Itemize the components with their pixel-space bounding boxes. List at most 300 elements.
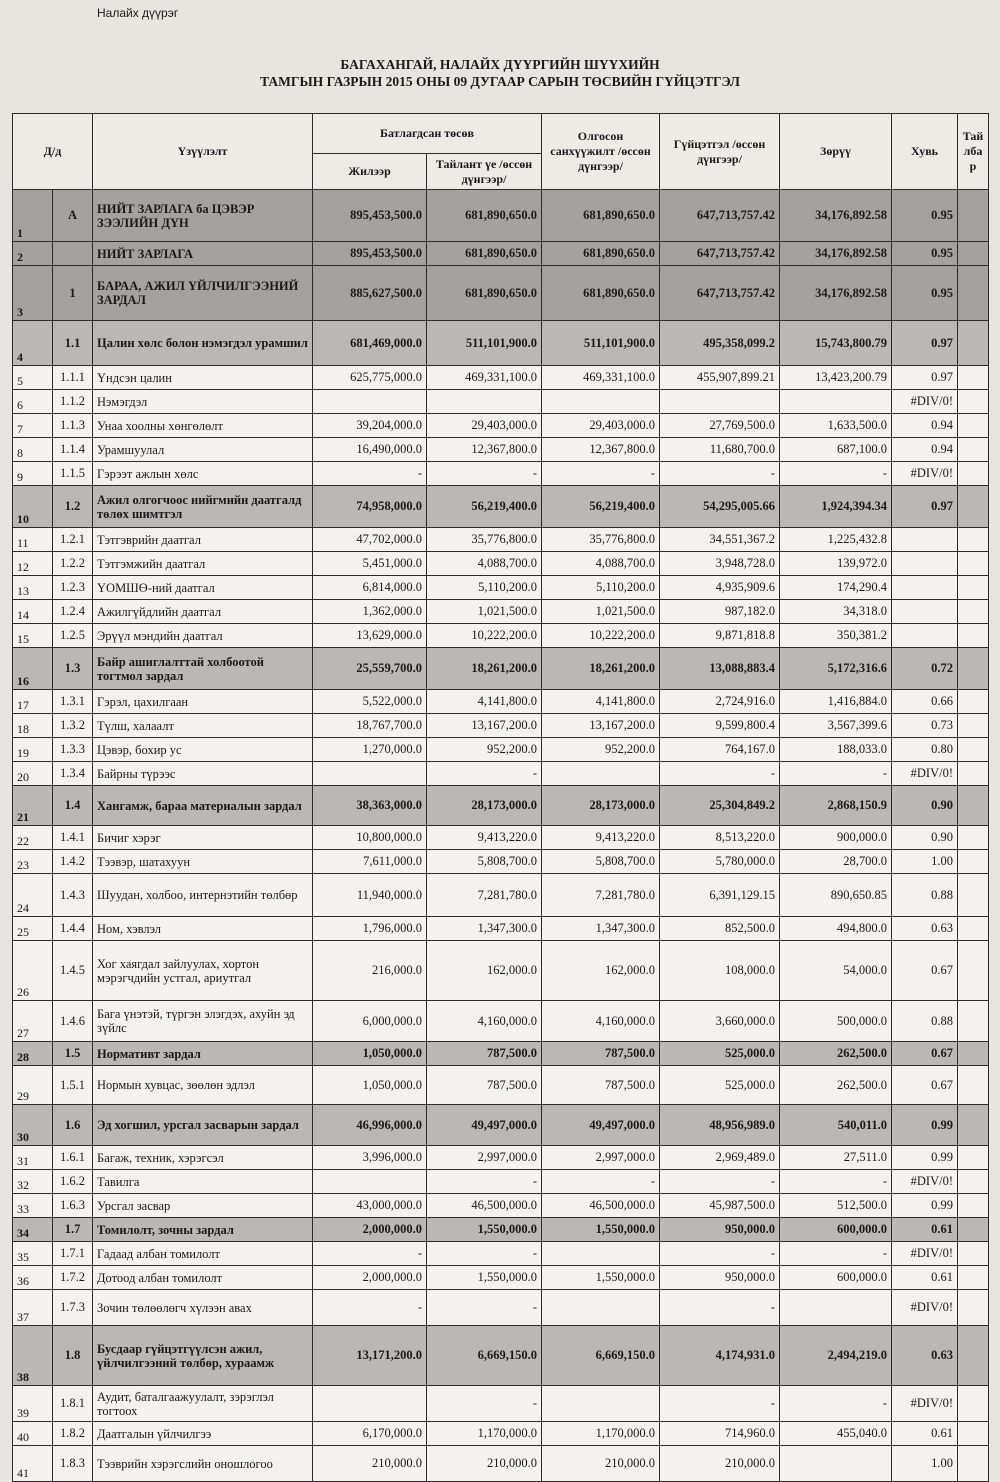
row-percent: 0.97 bbox=[892, 321, 958, 366]
row-note bbox=[958, 1105, 989, 1146]
row-annual: 5,451,000.0 bbox=[313, 552, 427, 576]
table-row bbox=[13, 690, 989, 714]
row-percent: 1.00 bbox=[892, 1446, 958, 1482]
row-note bbox=[958, 486, 989, 528]
row-annual: 1,270,000.0 bbox=[313, 738, 427, 762]
row-indicator: Хангамж, бараа материалын зардал bbox=[93, 786, 313, 826]
row-financed: 29,403,000.0 bbox=[542, 414, 660, 438]
row-indicator: Ажилгүйдлийн даатгал bbox=[93, 600, 313, 624]
row-number: 8 bbox=[13, 438, 53, 462]
row-report-period: 1,550,000.0 bbox=[427, 1218, 542, 1242]
row-annual bbox=[313, 1170, 427, 1194]
table-row bbox=[13, 1290, 989, 1326]
row-number: 6 bbox=[13, 390, 53, 414]
row-annual: 216,000.0 bbox=[313, 941, 427, 1001]
row-indicator: Нормативт зардал bbox=[93, 1042, 313, 1066]
row-code: 1.4.1 bbox=[53, 826, 93, 850]
row-performance: 495,358,099.2 bbox=[660, 321, 780, 366]
row-number: 27 bbox=[13, 1001, 53, 1042]
col-percent: Хувь bbox=[892, 114, 958, 190]
row-annual: - bbox=[313, 1242, 427, 1266]
col-note: Тай лба р bbox=[958, 114, 989, 190]
row-note bbox=[958, 1042, 989, 1066]
row-indicator: Даатгалын үйлчилгээ bbox=[93, 1422, 313, 1446]
row-financed bbox=[542, 762, 660, 786]
row-percent: 0.61 bbox=[892, 1422, 958, 1446]
row-report-period: 18,261,200.0 bbox=[427, 648, 542, 690]
row-code: 1.3 bbox=[53, 648, 93, 690]
row-report-period: 4,160,000.0 bbox=[427, 1001, 542, 1042]
row-number: 25 bbox=[13, 917, 53, 941]
row-performance: 647,713,757.42 bbox=[660, 266, 780, 321]
row-performance: 9,599,800.4 bbox=[660, 714, 780, 738]
row-indicator: Бага үнэтэй, түргэн элэгдэх, ахуйн эд зүйлс bbox=[93, 1001, 313, 1042]
row-note bbox=[958, 576, 989, 600]
row-difference: 1,924,394.34 bbox=[780, 486, 892, 528]
table-row bbox=[13, 600, 989, 624]
row-percent: 0.99 bbox=[892, 1105, 958, 1146]
row-note bbox=[958, 390, 989, 414]
row-number: 10 bbox=[13, 486, 53, 528]
row-financed: 12,367,800.0 bbox=[542, 438, 660, 462]
row-report-period: 7,281,780.0 bbox=[427, 874, 542, 917]
row-number: 4 bbox=[13, 321, 53, 366]
row-performance: 5,780,000.0 bbox=[660, 850, 780, 874]
row-financed: 46,500,000.0 bbox=[542, 1194, 660, 1218]
row-percent: 0.99 bbox=[892, 1146, 958, 1170]
row-annual: 895,453,500.0 bbox=[313, 242, 427, 266]
row-financed: 49,497,000.0 bbox=[542, 1105, 660, 1146]
table-row bbox=[13, 190, 989, 242]
col-approved: Батлагдсан төсөв bbox=[313, 114, 542, 154]
row-note bbox=[958, 624, 989, 648]
table-row bbox=[13, 1242, 989, 1266]
row-performance: - bbox=[660, 1242, 780, 1266]
row-indicator: ҮОМШӨ-ний даатгал bbox=[93, 576, 313, 600]
table-row bbox=[13, 1042, 989, 1066]
row-note bbox=[958, 1266, 989, 1290]
row-performance: 3,660,000.0 bbox=[660, 1001, 780, 1042]
row-note bbox=[958, 1194, 989, 1218]
row-percent: 0.95 bbox=[892, 266, 958, 321]
row-report-period: 1,021,500.0 bbox=[427, 600, 542, 624]
row-code: 1.6.3 bbox=[53, 1194, 93, 1218]
row-report-period: 681,890,650.0 bbox=[427, 242, 542, 266]
row-indicator: Гэрэл, цахилгаан bbox=[93, 690, 313, 714]
row-note bbox=[958, 826, 989, 850]
row-percent bbox=[892, 624, 958, 648]
row-annual: 210,000.0 bbox=[313, 1446, 427, 1482]
row-performance: 852,500.0 bbox=[660, 917, 780, 941]
row-annual: 885,627,500.0 bbox=[313, 266, 427, 321]
row-report-period: 6,669,150.0 bbox=[427, 1326, 542, 1386]
table-row bbox=[13, 414, 989, 438]
row-note bbox=[958, 1446, 989, 1482]
row-financed: 13,167,200.0 bbox=[542, 714, 660, 738]
row-annual: 895,453,500.0 bbox=[313, 190, 427, 242]
row-performance: 455,907,899.21 bbox=[660, 366, 780, 390]
row-annual: 11,940,000.0 bbox=[313, 874, 427, 917]
row-performance: 987,182.0 bbox=[660, 600, 780, 624]
row-difference: 512,500.0 bbox=[780, 1194, 892, 1218]
row-indicator: Эрүүл мэндийн даатгал bbox=[93, 624, 313, 648]
row-indicator: Гэрээт ажлын хөлс bbox=[93, 462, 313, 486]
row-note bbox=[958, 850, 989, 874]
row-difference: 13,423,200.79 bbox=[780, 366, 892, 390]
row-performance: 3,948,728.0 bbox=[660, 552, 780, 576]
row-code: 1.1.2 bbox=[53, 390, 93, 414]
row-difference: 350,381.2 bbox=[780, 624, 892, 648]
row-performance bbox=[660, 390, 780, 414]
row-financed: - bbox=[542, 462, 660, 486]
row-indicator: Байр ашиглалттай холбоотой тогтмол зардал bbox=[93, 648, 313, 690]
row-indicator: Бусдаар гүйцэтгүүлсэн ажил, үйлчилгээний төлбөр, хураамж bbox=[93, 1326, 313, 1386]
row-report-period: 10,222,200.0 bbox=[427, 624, 542, 648]
row-performance: 714,960.0 bbox=[660, 1422, 780, 1446]
row-difference: - bbox=[780, 1242, 892, 1266]
row-number: 23 bbox=[13, 850, 53, 874]
row-code: 1.6.2 bbox=[53, 1170, 93, 1194]
row-report-period: 28,173,000.0 bbox=[427, 786, 542, 826]
row-indicator: Унаа хоолны хөнгөлөлт bbox=[93, 414, 313, 438]
row-difference: 600,000.0 bbox=[780, 1266, 892, 1290]
row-annual bbox=[313, 762, 427, 786]
row-note bbox=[958, 552, 989, 576]
row-annual: 10,800,000.0 bbox=[313, 826, 427, 850]
row-number: 29 bbox=[13, 1066, 53, 1105]
row-annual: 1,050,000.0 bbox=[313, 1066, 427, 1105]
row-indicator: Урсгал засвар bbox=[93, 1194, 313, 1218]
row-note bbox=[958, 1218, 989, 1242]
row-indicator: Зочин төлөөлөгч хүлээн авах bbox=[93, 1290, 313, 1326]
row-report-period: 4,088,700.0 bbox=[427, 552, 542, 576]
table-row bbox=[13, 462, 989, 486]
row-code: 1.2.3 bbox=[53, 576, 93, 600]
row-performance: 764,167.0 bbox=[660, 738, 780, 762]
row-report-period: 29,403,000.0 bbox=[427, 414, 542, 438]
row-number: 28 bbox=[13, 1042, 53, 1066]
row-report-period: - bbox=[427, 1290, 542, 1326]
row-annual: 13,171,200.0 bbox=[313, 1326, 427, 1386]
row-annual: 39,204,000.0 bbox=[313, 414, 427, 438]
row-difference: 2,494,219.0 bbox=[780, 1326, 892, 1386]
table-row bbox=[13, 1218, 989, 1242]
row-number: 14 bbox=[13, 600, 53, 624]
row-note bbox=[958, 321, 989, 366]
row-code: 1.8.3 bbox=[53, 1446, 93, 1482]
row-annual: 43,000,000.0 bbox=[313, 1194, 427, 1218]
row-code: 1.5 bbox=[53, 1042, 93, 1066]
row-report-period: - bbox=[427, 1242, 542, 1266]
row-number: 16 bbox=[13, 648, 53, 690]
row-percent: 0.73 bbox=[892, 714, 958, 738]
row-performance: 9,871,818.8 bbox=[660, 624, 780, 648]
row-difference: 2,868,150.9 bbox=[780, 786, 892, 826]
row-number: 24 bbox=[13, 874, 53, 917]
table-row bbox=[13, 1146, 989, 1170]
table-row bbox=[13, 1105, 989, 1146]
row-code: 1.6.1 bbox=[53, 1146, 93, 1170]
col-indicator: Үзүүлэлт bbox=[93, 114, 313, 190]
row-number: 36 bbox=[13, 1266, 53, 1290]
row-difference: 188,033.0 bbox=[780, 738, 892, 762]
row-report-period: 13,167,200.0 bbox=[427, 714, 542, 738]
row-financed bbox=[542, 390, 660, 414]
col-performance: Гүйцэтгэл /өссөн дүнгээр/ bbox=[660, 114, 780, 190]
row-difference: 687,100.0 bbox=[780, 438, 892, 462]
row-financed: 511,101,900.0 bbox=[542, 321, 660, 366]
row-code: 1.1 bbox=[53, 321, 93, 366]
table-row bbox=[13, 624, 989, 648]
row-code: 1.2.4 bbox=[53, 600, 93, 624]
row-financed: 4,088,700.0 bbox=[542, 552, 660, 576]
row-percent: 0.80 bbox=[892, 738, 958, 762]
row-code: 1.7.2 bbox=[53, 1266, 93, 1290]
row-report-period: 1,347,300.0 bbox=[427, 917, 542, 941]
row-annual: 3,996,000.0 bbox=[313, 1146, 427, 1170]
row-indicator: Ажил олгогчоос нийгмийн даатгалд төлөх шимтгэл bbox=[93, 486, 313, 528]
row-number: 11 bbox=[13, 528, 53, 552]
row-annual: - bbox=[313, 1290, 427, 1326]
row-difference: - bbox=[780, 1170, 892, 1194]
row-performance: 2,724,916.0 bbox=[660, 690, 780, 714]
row-difference: 1,416,884.0 bbox=[780, 690, 892, 714]
row-number: 5 bbox=[13, 366, 53, 390]
row-annual: 5,522,000.0 bbox=[313, 690, 427, 714]
row-difference: 600,000.0 bbox=[780, 1218, 892, 1242]
row-financed: 469,331,100.0 bbox=[542, 366, 660, 390]
table-row bbox=[13, 1194, 989, 1218]
row-annual: 46,996,000.0 bbox=[313, 1105, 427, 1146]
row-performance: - bbox=[660, 762, 780, 786]
row-percent: 0.90 bbox=[892, 786, 958, 826]
row-number: 17 bbox=[13, 690, 53, 714]
row-percent: 0.95 bbox=[892, 190, 958, 242]
row-code: 1 bbox=[53, 266, 93, 321]
row-number: 34 bbox=[13, 1218, 53, 1242]
table-row bbox=[13, 242, 989, 266]
row-percent bbox=[892, 600, 958, 624]
row-note bbox=[958, 462, 989, 486]
row-code: 1.7.1 bbox=[53, 1242, 93, 1266]
row-indicator: БАРАА, АЖИЛ ҮЙЛЧИЛГЭЭНИЙ ЗАРДАЛ bbox=[93, 266, 313, 321]
row-annual: 6,000,000.0 bbox=[313, 1001, 427, 1042]
col-report-period: Тайлант үе /өссөн дүнгээр/ bbox=[427, 154, 542, 190]
row-note bbox=[958, 438, 989, 462]
row-indicator: Ном, хэвлэл bbox=[93, 917, 313, 941]
row-performance: 525,000.0 bbox=[660, 1042, 780, 1066]
row-performance: 25,304,849.2 bbox=[660, 786, 780, 826]
row-report-period: 681,890,650.0 bbox=[427, 266, 542, 321]
row-percent: #DIV/0! bbox=[892, 1242, 958, 1266]
row-number: 13 bbox=[13, 576, 53, 600]
row-report-period: - bbox=[427, 462, 542, 486]
row-code: 1.7 bbox=[53, 1218, 93, 1242]
table-row bbox=[13, 738, 989, 762]
row-indicator: Тэтгэмжийн даатгал bbox=[93, 552, 313, 576]
row-indicator: Гадаад албан томилолт bbox=[93, 1242, 313, 1266]
row-performance: - bbox=[660, 1290, 780, 1326]
row-difference: 494,800.0 bbox=[780, 917, 892, 941]
row-note bbox=[958, 1066, 989, 1105]
row-report-period: 210,000.0 bbox=[427, 1446, 542, 1482]
table-row bbox=[13, 438, 989, 462]
row-difference: 15,743,800.79 bbox=[780, 321, 892, 366]
table-row bbox=[13, 786, 989, 826]
row-financed bbox=[542, 1242, 660, 1266]
row-number: 22 bbox=[13, 826, 53, 850]
row-financed: - bbox=[542, 1170, 660, 1194]
row-annual: 1,050,000.0 bbox=[313, 1042, 427, 1066]
row-percent: #DIV/0! bbox=[892, 390, 958, 414]
row-difference: 174,290.4 bbox=[780, 576, 892, 600]
row-performance: 45,987,500.0 bbox=[660, 1194, 780, 1218]
row-annual: 74,958,000.0 bbox=[313, 486, 427, 528]
row-annual: 2,000,000.0 bbox=[313, 1218, 427, 1242]
row-performance: - bbox=[660, 1386, 780, 1422]
table-row bbox=[13, 917, 989, 941]
col-dd: Д/д bbox=[13, 114, 93, 190]
row-indicator: Цэвэр, бохир ус bbox=[93, 738, 313, 762]
row-financed: 1,021,500.0 bbox=[542, 600, 660, 624]
row-code: 1.3.2 bbox=[53, 714, 93, 738]
row-note bbox=[958, 1242, 989, 1266]
row-difference: 262,500.0 bbox=[780, 1066, 892, 1105]
row-financed: 1,170,000.0 bbox=[542, 1422, 660, 1446]
title-line-1: БАГАХАНГАЙ, НАЛАЙХ ДҮҮРГИЙН ШҮҮХИЙН bbox=[340, 57, 660, 72]
col-difference: Зөрүү bbox=[780, 114, 892, 190]
row-number: 38 bbox=[13, 1326, 53, 1386]
row-performance: 27,769,500.0 bbox=[660, 414, 780, 438]
table-row bbox=[13, 390, 989, 414]
row-note bbox=[958, 1386, 989, 1422]
row-performance: 8,513,220.0 bbox=[660, 826, 780, 850]
row-financed: 681,890,650.0 bbox=[542, 266, 660, 321]
row-number: 20 bbox=[13, 762, 53, 786]
row-difference: 455,040.0 bbox=[780, 1422, 892, 1446]
row-code: 1.8 bbox=[53, 1326, 93, 1386]
row-code: 1.5.1 bbox=[53, 1066, 93, 1105]
row-number: 1 bbox=[13, 190, 53, 242]
row-number: 30 bbox=[13, 1105, 53, 1146]
row-percent: 0.67 bbox=[892, 941, 958, 1001]
row-performance: 210,000.0 bbox=[660, 1446, 780, 1482]
row-annual: - bbox=[313, 462, 427, 486]
row-annual: 38,363,000.0 bbox=[313, 786, 427, 826]
row-percent: 0.66 bbox=[892, 690, 958, 714]
row-percent: 0.88 bbox=[892, 1001, 958, 1042]
row-note bbox=[958, 366, 989, 390]
row-percent bbox=[892, 528, 958, 552]
row-annual: 16,490,000.0 bbox=[313, 438, 427, 462]
row-performance: 525,000.0 bbox=[660, 1066, 780, 1105]
row-code: 1.8.1 bbox=[53, 1386, 93, 1422]
row-note bbox=[958, 1001, 989, 1042]
row-annual: 6,814,000.0 bbox=[313, 576, 427, 600]
row-financed bbox=[542, 1290, 660, 1326]
row-number: 2 bbox=[13, 242, 53, 266]
row-indicator: Нормын хувцас, зөөлөн эдлэл bbox=[93, 1066, 313, 1105]
row-indicator: Эд хогшил, урсгал засварын зардал bbox=[93, 1105, 313, 1146]
row-performance: 4,174,931.0 bbox=[660, 1326, 780, 1386]
row-difference: 890,650.85 bbox=[780, 874, 892, 917]
row-percent: #DIV/0! bbox=[892, 1386, 958, 1422]
row-percent: 0.97 bbox=[892, 486, 958, 528]
row-report-period: 49,497,000.0 bbox=[427, 1105, 542, 1146]
budget-table bbox=[12, 113, 989, 1482]
row-report-period: 681,890,650.0 bbox=[427, 190, 542, 242]
row-indicator: Бичиг хэрэг bbox=[93, 826, 313, 850]
table-row bbox=[13, 576, 989, 600]
row-percent: 0.67 bbox=[892, 1066, 958, 1105]
row-difference: 1,225,432.8 bbox=[780, 528, 892, 552]
row-report-period: 4,141,800.0 bbox=[427, 690, 542, 714]
table-row bbox=[13, 648, 989, 690]
table-row bbox=[13, 1066, 989, 1105]
row-note bbox=[958, 874, 989, 917]
row-report-period: 5,808,700.0 bbox=[427, 850, 542, 874]
row-financed: 2,997,000.0 bbox=[542, 1146, 660, 1170]
row-financed: 4,141,800.0 bbox=[542, 690, 660, 714]
row-financed: 1,550,000.0 bbox=[542, 1218, 660, 1242]
row-annual: 18,767,700.0 bbox=[313, 714, 427, 738]
row-percent: 0.99 bbox=[892, 1194, 958, 1218]
row-annual: 13,629,000.0 bbox=[313, 624, 427, 648]
row-report-period bbox=[427, 390, 542, 414]
table-row bbox=[13, 1446, 989, 1482]
table-row bbox=[13, 1266, 989, 1290]
row-number: 7 bbox=[13, 414, 53, 438]
row-report-period: 1,550,000.0 bbox=[427, 1266, 542, 1290]
row-financed: 18,261,200.0 bbox=[542, 648, 660, 690]
row-number: 37 bbox=[13, 1290, 53, 1326]
row-difference: 540,011.0 bbox=[780, 1105, 892, 1146]
row-difference bbox=[780, 390, 892, 414]
col-financed: Олгосон санхүүжилт /өссөн дүнгээр/ bbox=[542, 114, 660, 190]
row-indicator: Нэмэгдэл bbox=[93, 390, 313, 414]
row-difference: 500,000.0 bbox=[780, 1001, 892, 1042]
row-percent: #DIV/0! bbox=[892, 1290, 958, 1326]
row-difference: 262,500.0 bbox=[780, 1042, 892, 1066]
row-note bbox=[958, 1146, 989, 1170]
row-financed: 210,000.0 bbox=[542, 1446, 660, 1482]
row-indicator: Цалин хөлс болон нэмэгдэл урамшил bbox=[93, 321, 313, 366]
row-annual: 2,000,000.0 bbox=[313, 1266, 427, 1290]
row-percent: 0.67 bbox=[892, 1042, 958, 1066]
row-annual: 7,611,000.0 bbox=[313, 850, 427, 874]
row-indicator: Тэтгэврийн даатгал bbox=[93, 528, 313, 552]
row-annual: 1,796,000.0 bbox=[313, 917, 427, 941]
row-performance: 4,935,909.6 bbox=[660, 576, 780, 600]
row-number: 39 bbox=[13, 1386, 53, 1422]
row-report-period: 5,110,200.0 bbox=[427, 576, 542, 600]
row-indicator: НИЙТ ЗАРЛАГА bbox=[93, 242, 313, 266]
row-code: 1.2 bbox=[53, 486, 93, 528]
row-percent: 0.63 bbox=[892, 1326, 958, 1386]
row-number: 35 bbox=[13, 1242, 53, 1266]
row-code: 1.4.6 bbox=[53, 1001, 93, 1042]
row-percent: 0.94 bbox=[892, 438, 958, 462]
row-financed: 787,500.0 bbox=[542, 1042, 660, 1066]
table-row bbox=[13, 850, 989, 874]
row-financed: 1,550,000.0 bbox=[542, 1266, 660, 1290]
row-difference: 34,176,892.58 bbox=[780, 190, 892, 242]
row-code: 1.4 bbox=[53, 786, 93, 826]
row-difference: 34,176,892.58 bbox=[780, 266, 892, 321]
row-number: 9 bbox=[13, 462, 53, 486]
row-difference bbox=[780, 1290, 892, 1326]
row-note bbox=[958, 528, 989, 552]
